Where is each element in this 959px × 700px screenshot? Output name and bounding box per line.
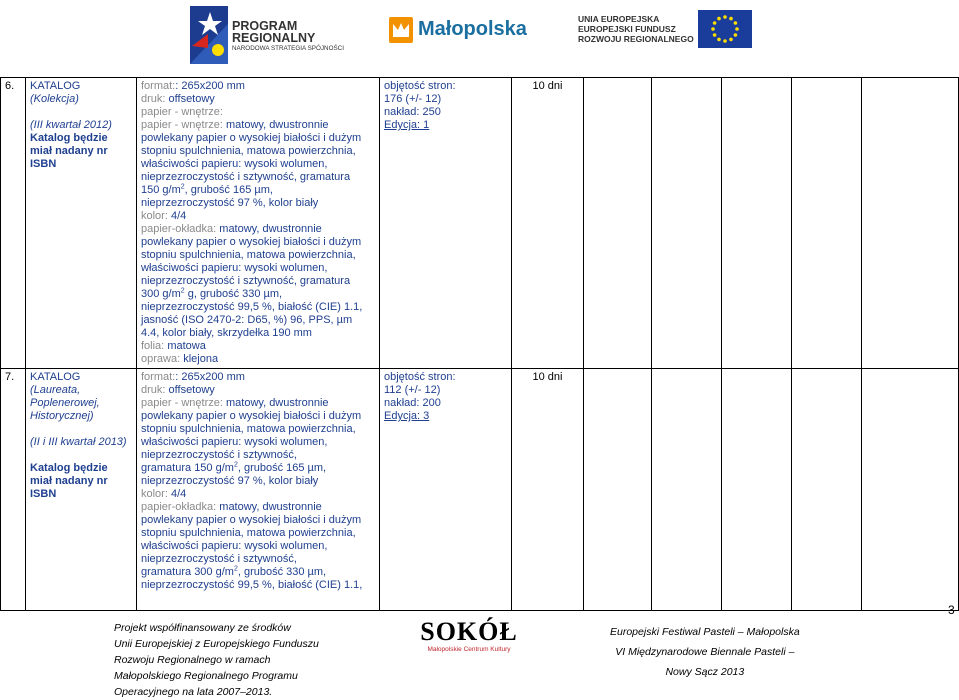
catalog-title: KATALOG [30, 80, 81, 92]
catalog-note-1: Katalog będzie [30, 462, 108, 474]
kolor-label: kolor: [141, 210, 168, 222]
row-number: 6. [1, 78, 26, 369]
paper-inner-value: matowy, dwustronnie [226, 119, 329, 131]
cover-label: papier-okładka: [141, 223, 217, 235]
footer-right-line: VI Międzynarodowe Biennale Pasteli – [615, 646, 795, 658]
eu-logo-line2: EUROPEJSKI FUNDUSZ [578, 24, 676, 34]
print-run: nakład: 200 [384, 397, 441, 409]
paper-inner-label-2: papier - wnętrze: [141, 119, 223, 131]
spec-line: , grubość 165 µm, [184, 184, 273, 196]
spec-line: g, grubość 330 µm, [184, 288, 283, 300]
catalog-note-3: ISBN [30, 158, 57, 170]
volume-label: objętość stron: [384, 80, 456, 92]
malopolska-emblem-icon [388, 16, 414, 44]
eu-logo-line1: UNIA EUROPEJSKA [578, 14, 660, 24]
catalog-subtitle: (Kolekcja) [30, 93, 79, 105]
malopolska-logo [388, 16, 538, 46]
format-label: format: [141, 80, 176, 92]
folia-value: matowa [167, 340, 206, 352]
volume-cell [380, 78, 512, 369]
eu-logo-line3: ROZWOJU REGIONALNEGO [578, 34, 694, 44]
volume-label: objętość stron: [384, 371, 456, 383]
spec-line: powlekany papier o wysokiej białości i dużym [141, 236, 362, 248]
spec-line: jasność (ISO 2470-2: D65, %) 96, PPS, µm [141, 314, 353, 326]
spec-line: właściwości papieru: wysoki wolumen, [141, 540, 328, 552]
table-row [1, 369, 959, 611]
catalog-table [0, 77, 959, 611]
footer-right-line: Nowy Sącz 2013 [665, 666, 745, 678]
table-row [1, 78, 959, 369]
superscript: 2 [233, 565, 238, 573]
program-logo-line2: REGIONALNY [232, 31, 316, 45]
malopolska-logo-text: Małopolska [418, 18, 527, 40]
empty-cell [862, 78, 959, 369]
paper-inner-label: papier - wnętrze: [141, 106, 223, 118]
spec-line: właściwości papieru: wysoki wolumen, [141, 436, 328, 448]
footer-left-line: Rozwoju Regionalnego w ramach [114, 654, 271, 666]
kolor-label: kolor: [141, 488, 168, 500]
footer-left-line: Operacyjnego na lata 2007–2013. [114, 686, 273, 698]
druk-label: druk: [141, 93, 166, 105]
spec-line: nieprzezroczystość i sztywność, gramatura [141, 275, 351, 287]
footer-left-line: Małopolskiego Regionalnego Programu [114, 670, 298, 682]
footer-left-line: Unii Europejskiej z Europejskiego Funduszu [114, 638, 319, 650]
format-value: : 265x200 mm [175, 80, 245, 92]
edition: Edycja: 3 [384, 410, 430, 422]
superscript: 2 [180, 287, 185, 295]
format-label: format: [141, 371, 176, 383]
row-number: 7. [1, 369, 26, 611]
program-logo-line1: PROGRAM [232, 19, 298, 33]
spec-line: , grubość 165 µm, [237, 462, 327, 474]
program-regionalny-emblem-icon [188, 4, 232, 66]
footer-left-line: Projekt współfinansowany ze środków [114, 622, 291, 634]
catalog-quarter: (III kwartał 2012) [30, 119, 112, 131]
spec-line: stopniu spulchnienia, matowa powierzchnia, [141, 527, 356, 539]
edition: Edycja: 1 [384, 119, 430, 131]
spec-line: 4.4, kolor biały, skrzydełka 190 mm [141, 327, 312, 339]
spec-line: nieprzezroczystość i sztywność, gramatura [141, 171, 351, 183]
spec-line: nieprzezroczystość 99,5 %, białość (CIE) 1.1, [141, 579, 363, 591]
spec-line: gramatura 300 g/m [141, 566, 234, 578]
spec-line: nieprzezroczystość i sztywność, [141, 449, 297, 461]
kolor-value: 4/4 [170, 488, 187, 500]
superscript: 2 [180, 183, 185, 191]
days-cell: 10 dni [512, 369, 584, 611]
program-regionalny-logo [188, 4, 348, 66]
sokol-logo-sub: Małopolskie Centrum Kultury [427, 646, 511, 653]
spec-line: 150 g/m [141, 184, 181, 196]
catalog-quarter: (II i III kwartał 2013) [30, 436, 127, 448]
catalog-subtitle: (Laureata, [30, 384, 81, 396]
spec-line: nieprzezroczystość i sztywność, [141, 553, 297, 565]
folia-label: folia: [141, 340, 165, 352]
spec-line: gramatura 150 g/m [141, 462, 234, 474]
footer-left [114, 620, 319, 700]
sokol-logo [419, 618, 519, 658]
sokol-logo-name: SOKÓŁ [420, 617, 518, 646]
oprawa-label: oprawa: [141, 353, 181, 365]
druk-value: offsetowy [168, 384, 215, 396]
spec-line: właściwości papieru: wysoki wolumen, [141, 262, 328, 274]
empty-cell [584, 78, 652, 369]
spec-cell [137, 369, 380, 611]
program-logo-line3: NARODOWA STRATEGIA SPÓJNOŚCI [232, 45, 344, 52]
catalog-subtitle: Historycznej) [30, 410, 94, 422]
spec-line: stopniu spulchnienia, matowa powierzchnia, [141, 145, 356, 157]
superscript: 2 [233, 461, 238, 469]
catalog-note-2: miał nadany nr [30, 475, 108, 487]
catalog-note-1: Katalog będzie [30, 132, 108, 144]
catalog-title: KATALOG [30, 371, 81, 383]
empty-cell [792, 78, 862, 369]
druk-label: druk: [141, 384, 166, 396]
format-value: : 265x200 mm [175, 371, 245, 383]
page-number: 3 [948, 603, 955, 617]
footer-right-line: Europejski Festiwal Pasteli – Małopolska [610, 626, 800, 638]
empty-cell [722, 78, 792, 369]
spec-line: nieprzezroczystość 97 %, kolor biały [141, 475, 319, 487]
empty-cell [652, 369, 722, 611]
spec-line: stopniu spulchnienia, matowa powierzchnia, [141, 423, 356, 435]
druk-value: offsetowy [168, 93, 215, 105]
catalog-note-3: ISBN [30, 488, 57, 500]
spec-line: 300 g/m [141, 288, 181, 300]
spec-line: stopniu spulchnienia, matowa powierzchnia, [141, 249, 356, 261]
oprawa-value: klejona [183, 353, 219, 365]
volume-pages: 176 (+/- 12) [384, 93, 442, 105]
days-cell: 10 dni [512, 78, 584, 369]
eu-logo [578, 10, 753, 50]
footer-right [610, 622, 800, 682]
spec-line: powlekany papier o wysokiej białości i dużym [141, 410, 362, 422]
empty-cell [722, 369, 792, 611]
cover-value: matowy, dwustronnie [219, 223, 322, 235]
spec-cell [137, 78, 380, 369]
paper-inner-label: papier - wnętrze: [141, 397, 223, 409]
spec-line: właściwości papieru: wysoki wolumen, [141, 158, 328, 170]
catalog-note-2: miał nadany nr [30, 145, 108, 157]
catalog-cell [26, 369, 137, 611]
cover-label: papier-okładka: [141, 501, 217, 513]
kolor-value: 4/4 [170, 210, 187, 222]
empty-cell [792, 369, 862, 611]
catalog-cell [26, 78, 137, 369]
catalog-subtitle: Poplenerowej, [30, 397, 100, 409]
spec-line: , grubość 330 µm, [237, 566, 327, 578]
cover-value: matowy, dwustronnie [219, 501, 322, 513]
empty-cell [652, 78, 722, 369]
spec-line: powlekany papier o wysokiej białości i dużym [141, 514, 362, 526]
empty-cell [862, 369, 959, 611]
empty-cell [584, 369, 652, 611]
spec-line: nieprzezroczystość 97 %, kolor biały [141, 197, 319, 209]
volume-pages: 112 (+/- 12) [384, 384, 441, 396]
volume-cell [380, 369, 512, 611]
print-run: nakład: 250 [384, 106, 441, 118]
spec-line: powlekany papier o wysokiej białości i dużym [141, 132, 362, 144]
spec-line: nieprzezroczystość 99,5 %, białość (CIE) 1.1, [141, 301, 363, 313]
paper-inner-value: matowy, dwustronnie [226, 397, 329, 409]
eu-flag-icon [698, 10, 752, 48]
